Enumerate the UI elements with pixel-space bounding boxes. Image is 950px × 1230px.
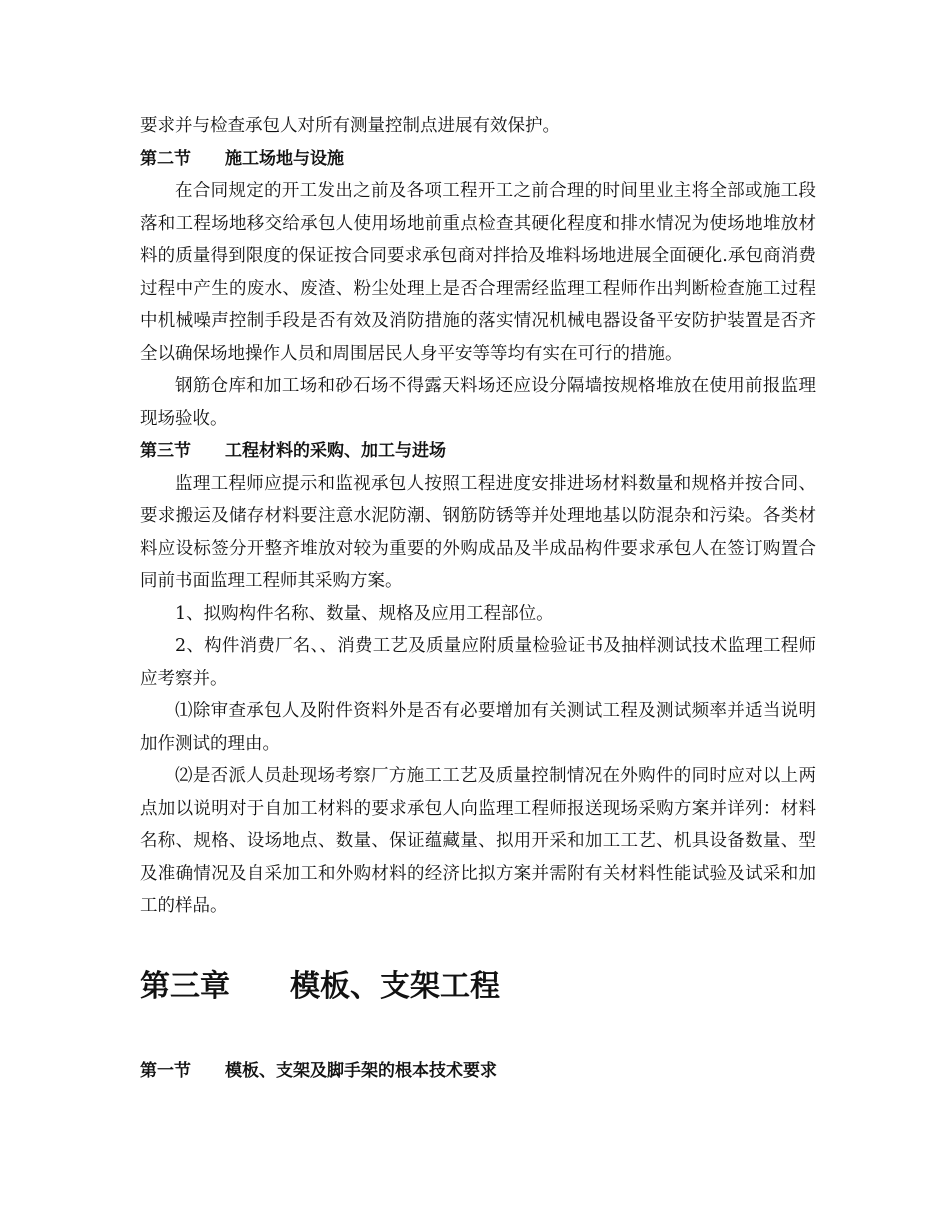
paragraph: 监理工程师应提示和监视承包人按照工程进度安排进场材料数量和规格并按合同、要求搬运及储存材料要注意水泥防潮、钢筋防锈等并处理地基以防混杂和污染。各类材料应设标签分开整齐堆放对较为重要的外购成品及半成品构件要求承包人在签订购置合同前书面监理工程师其采购方案。 (140, 473, 816, 591)
paragraph: 在合同规定的开工发出之前及各项工程开工之前合理的时间里业主将全部或施工段落和工程场地移交给承包人使用场地前重点检查其硬化程度和排水情况为使场地堆放材料的质量得到限度的保证按合同要求承包商对拌拾及堆料场地进展全面硬化.承包商消费过程中产生的废水、废渣、粉尘处理上是否合理需经监理工程师作出判断检查施工过程中机械噪声控制手段是否有效及消防措施的落实情况机械电器设备平安防护装置是否齐全以确保场地操作人员和周围居民人身平安等等均有实在可行的措施。 (140, 181, 816, 364)
section-heading: 第一节 模板、支架及脚手架的根本技术要求 (140, 1060, 497, 1081)
list-item: 2、构件消费厂名、、消费工艺及质量应附质量检验证书及抽样测试技术监理工程师应考察并。 (140, 636, 816, 689)
sub-list-item: ⑴除审查承包人及附件资料外是否有必要增加有关测试工程及测试频率并适当说明加作测试的理由。 (140, 701, 816, 754)
chapter-heading: 第三章 模板、支架工程 (140, 968, 500, 1004)
list-item: 1、拟购构件名称、数量、规格及应用工程部位。 (175, 603, 554, 624)
document-body (140, 110, 816, 1087)
sub-list-item: ⑵是否派人员赴现场考察厂方施工工艺及质量控制情况在外购件的同时应对以上两点加以说明对于自加工材料的要求承包人向监理工程师报送现场采购方案并详列：材料名称、规格、设场地点、数量、保证蕴藏量、拟用开采和加工工艺、机具设备数量、型及准确情况及自采加工和外购材料的经济比拟方案并需附有关材料性能试验及试采和加工的样品。 (140, 766, 816, 916)
section-heading: 第二节 施工场地与设施 (140, 148, 344, 169)
paragraph: 要求并与检查承包人对所有测量控制点进展有效保护。 (140, 116, 560, 136)
section-heading: 第三节 工程材料的采购、加工与进场 (140, 441, 446, 461)
paragraph: 钢筋仓库和加工场和砂石场不得露天料场还应设分隔墙按规格堆放在使用前报监理现场验收。 (140, 376, 816, 429)
